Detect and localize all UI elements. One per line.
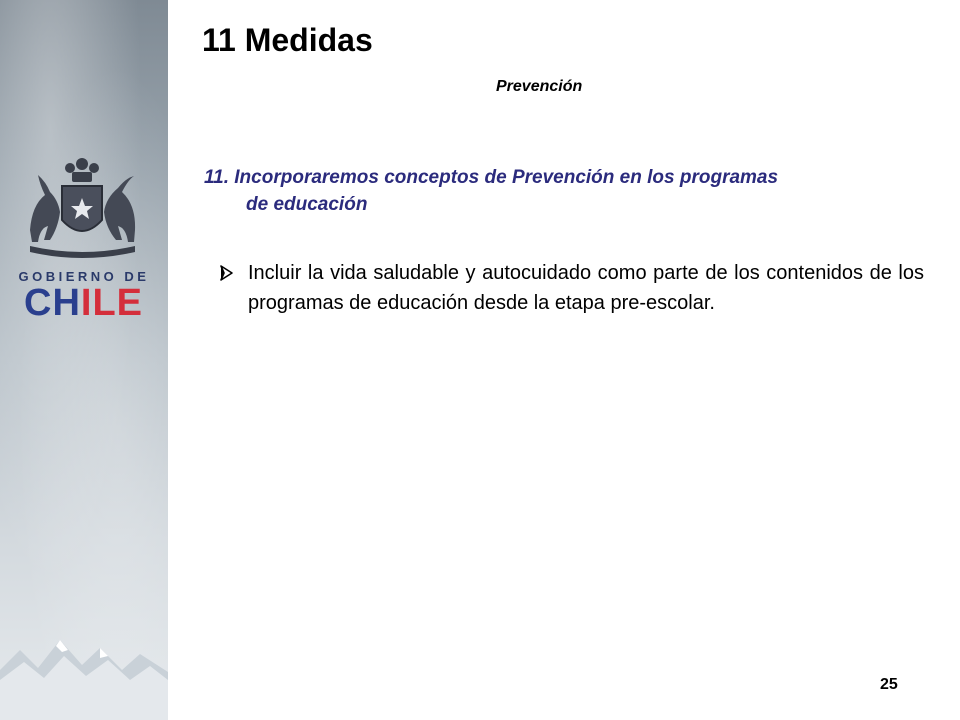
section-heading — [204, 164, 924, 218]
logo-gobierno-de: GOBIERNO DE — [18, 269, 150, 284]
page-number: 25 — [880, 676, 898, 693]
coat-of-arms-icon — [10, 150, 155, 260]
arrow-bullet-icon — [218, 258, 238, 288]
logo-chile-red: ILE — [80, 282, 144, 324]
heading-line-1: 11. Incorporaremos conceptos de Prevención en los programas — [204, 167, 779, 188]
logo-chile-blue: CH — [24, 282, 81, 324]
slide-title: 11 Medidas — [202, 22, 373, 58]
sidebar-panel — [0, 0, 168, 720]
slide-subtitle: Prevención — [496, 78, 583, 95]
heading-line-2: de educación — [246, 194, 368, 215]
logo-chile — [24, 283, 143, 323]
bullet-text: Incluir la vida saludable y autocuidado como parte de los contenidos de los programas de educación desde la etapa pre-escolar. — [248, 262, 924, 314]
mountains-image — [0, 610, 168, 720]
bullet-item — [218, 258, 924, 318]
